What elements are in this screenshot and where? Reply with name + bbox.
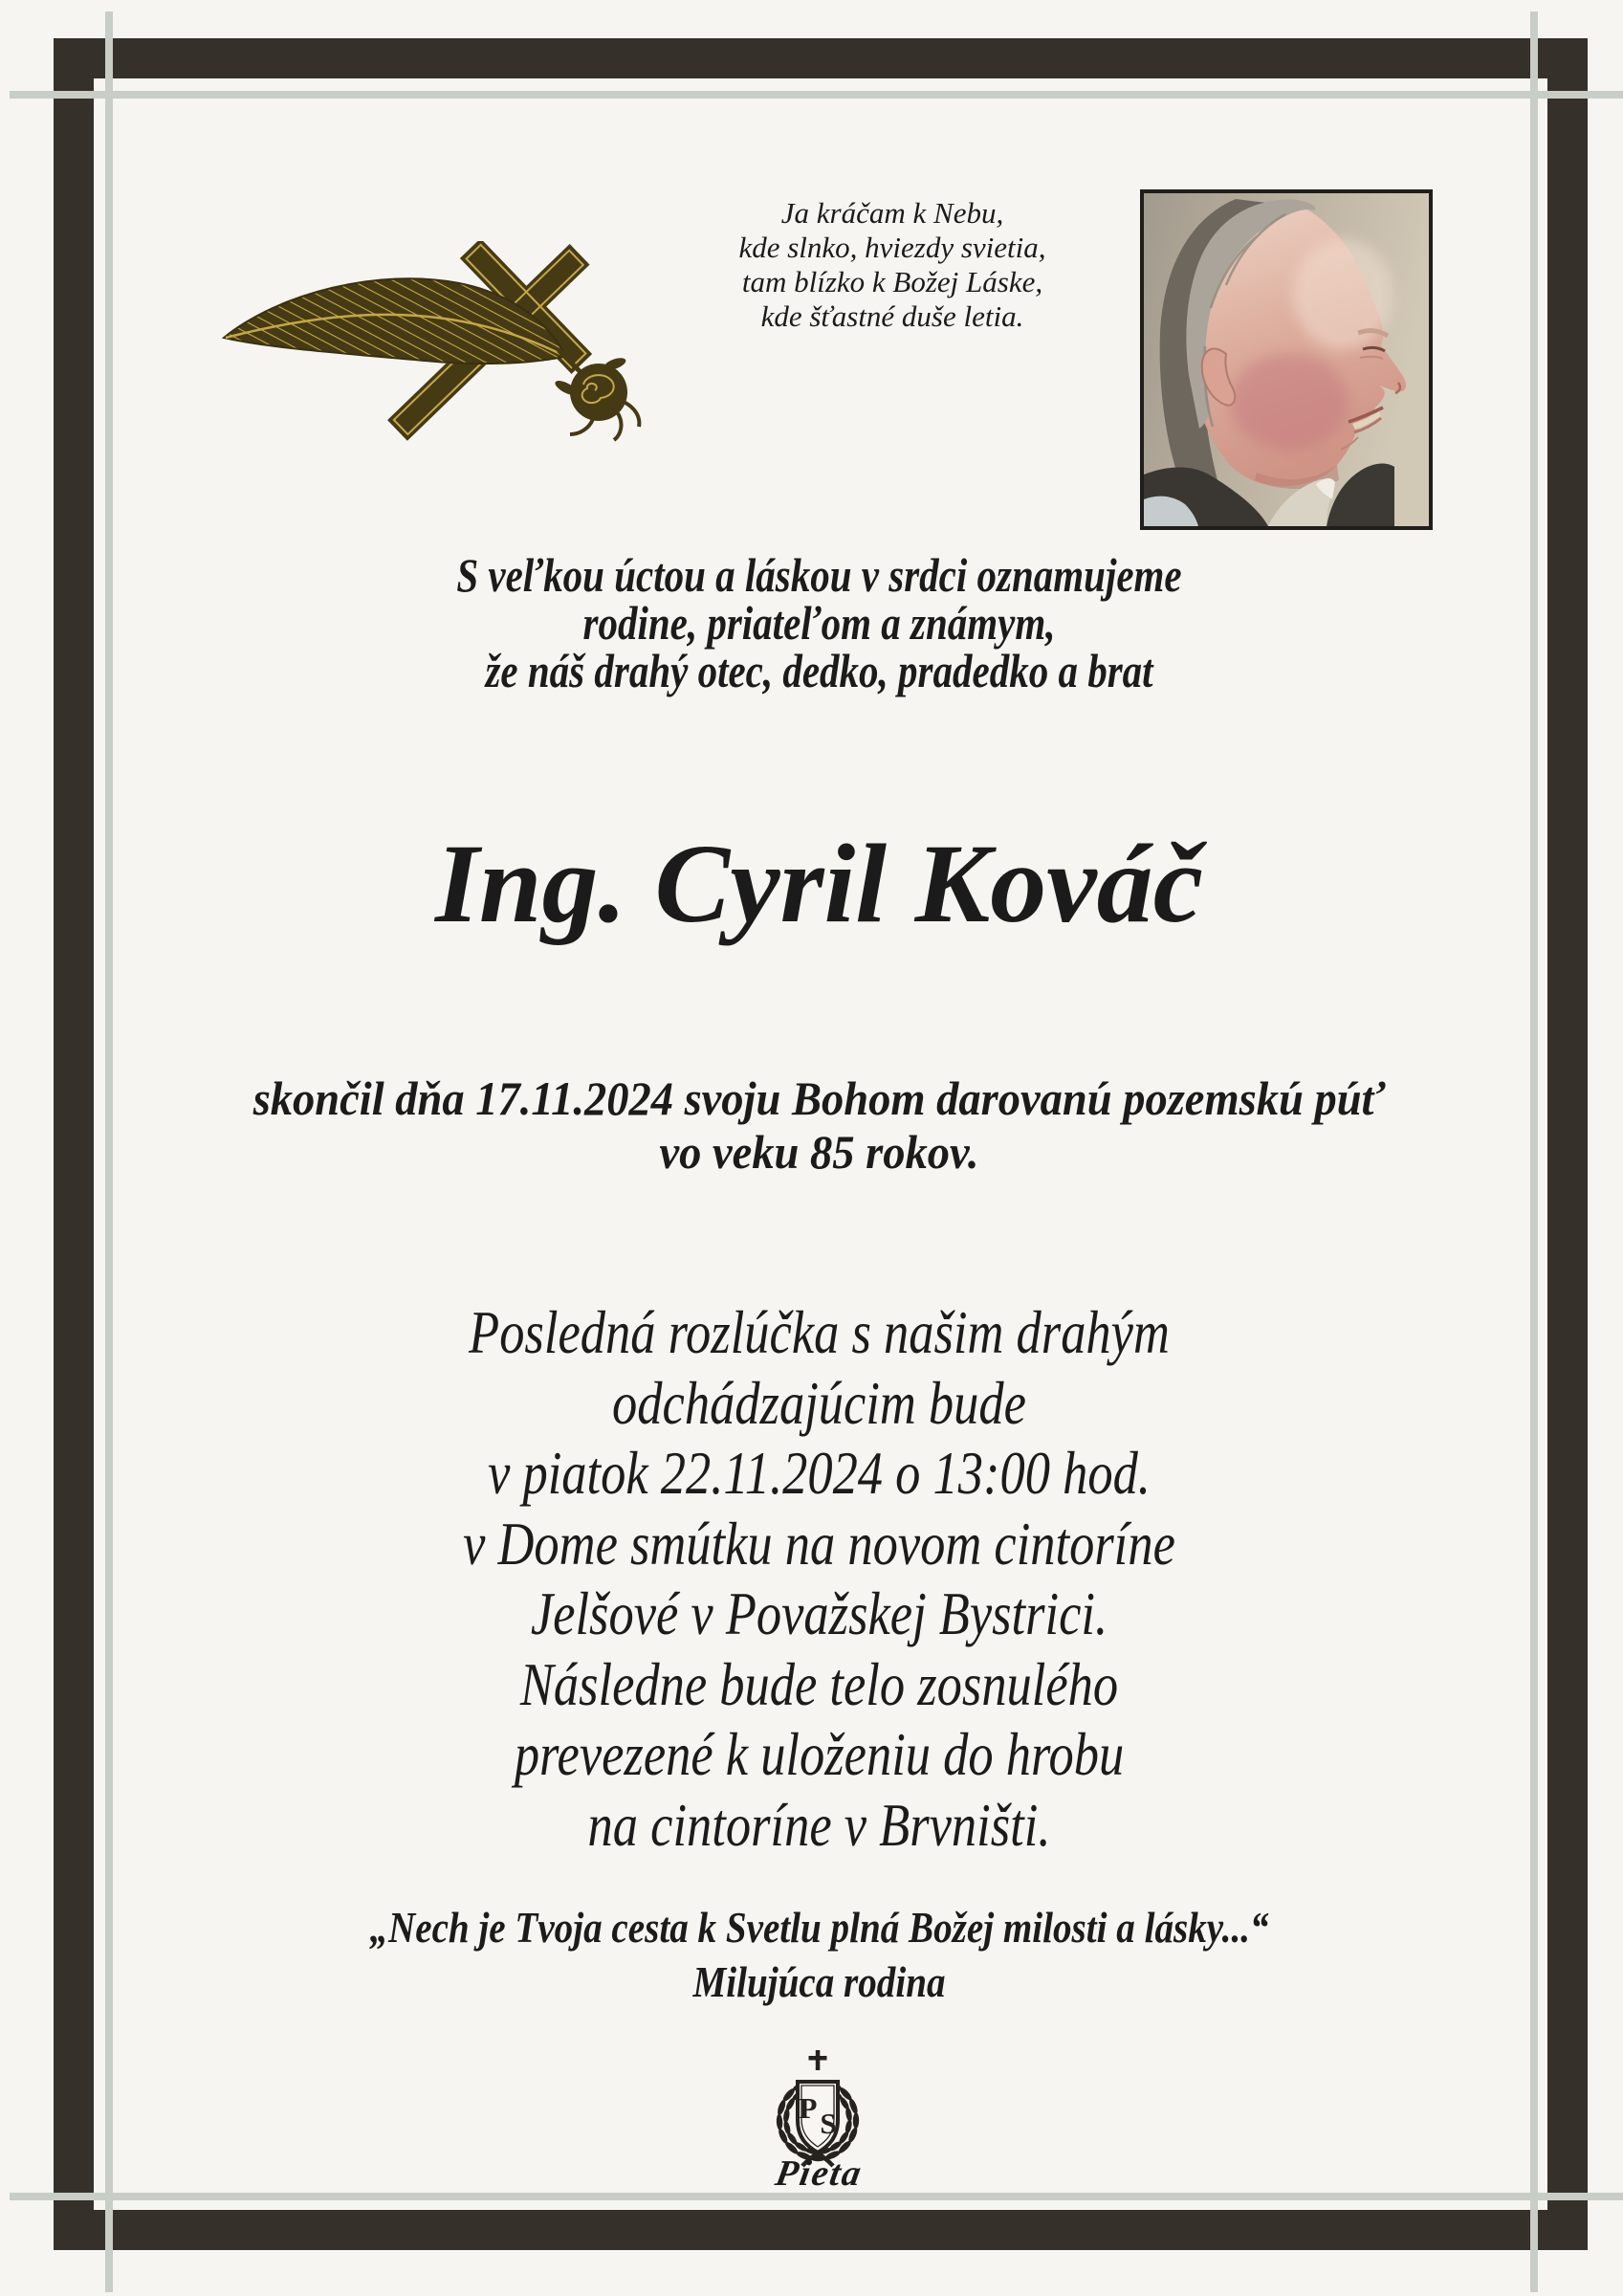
closing-block xyxy=(219,1900,1419,2009)
frame-line-right xyxy=(1530,11,1538,2292)
farewell-line: prevezené k uloženiu do hrobu xyxy=(514,1720,1125,1788)
rose-icon xyxy=(553,356,639,440)
portrait-illustration xyxy=(1144,193,1429,526)
frame-line-left xyxy=(105,11,113,2292)
closing-quote: „Nech je Tvoja cesta k Svetlu plná Božej milosti a lásky...“ xyxy=(369,1903,1269,1952)
poem-line: kde slnko, hviezdy svietia, xyxy=(738,231,1046,264)
farewell-details xyxy=(240,1297,1398,1860)
farewell-line: Následne bude telo zosnulého xyxy=(519,1649,1119,1718)
funeral-home-name: Pieta xyxy=(772,2153,866,2194)
death-notice-line: skončil dňa 17.11.2024 svoju Bohom darovanú pozemskú púť xyxy=(252,1071,1386,1125)
announcement-line: S veľkou úctou a láskou v srdci oznamujeme xyxy=(456,548,1182,602)
poem-line: Ja kráčam k Nebu, xyxy=(780,196,1004,230)
frame-line-top xyxy=(10,91,1623,99)
farewell-line: Jelšové v Považskej Bystrici. xyxy=(530,1579,1108,1647)
memorial-poem xyxy=(669,196,1115,334)
death-notice xyxy=(163,1071,1477,1179)
crest-cross-icon xyxy=(809,2050,827,2070)
farewell-line: odchádzajúcim bude xyxy=(612,1368,1026,1437)
death-notice-line: vo veku 85 rokov. xyxy=(659,1125,979,1179)
feather-cross-ornament-icon xyxy=(218,241,650,447)
poem-line: tam blízko k Božej Láske, xyxy=(741,265,1043,298)
crest-shield-icon xyxy=(798,2082,838,2152)
deceased-name: Ing. Cyril Kováč xyxy=(434,821,1204,946)
announcement-text xyxy=(240,548,1398,697)
announcement-line: že náš drahý otec, dedko, pradedko a brat xyxy=(485,644,1153,697)
farewell-line: Posledná rozlúčka s našim drahým xyxy=(469,1298,1170,1366)
announcement-line: rodine, priateľom a známym, xyxy=(582,596,1056,650)
farewell-line: na cintoríne v Brvništi. xyxy=(587,1790,1051,1859)
farewell-line: v piatok 22.11.2024 o 13:00 hod. xyxy=(488,1439,1151,1507)
monogram-letter-s: S xyxy=(820,2107,837,2140)
poem-line: kde šťastné duše letia. xyxy=(760,299,1024,333)
monogram-letter-p: P xyxy=(799,2091,818,2125)
family-signature: Milujúca rodina xyxy=(692,1957,946,2006)
deceased-portrait-photo xyxy=(1140,189,1433,530)
farewell-line: v Dome smútku na novom cintoríne xyxy=(463,1509,1175,1578)
